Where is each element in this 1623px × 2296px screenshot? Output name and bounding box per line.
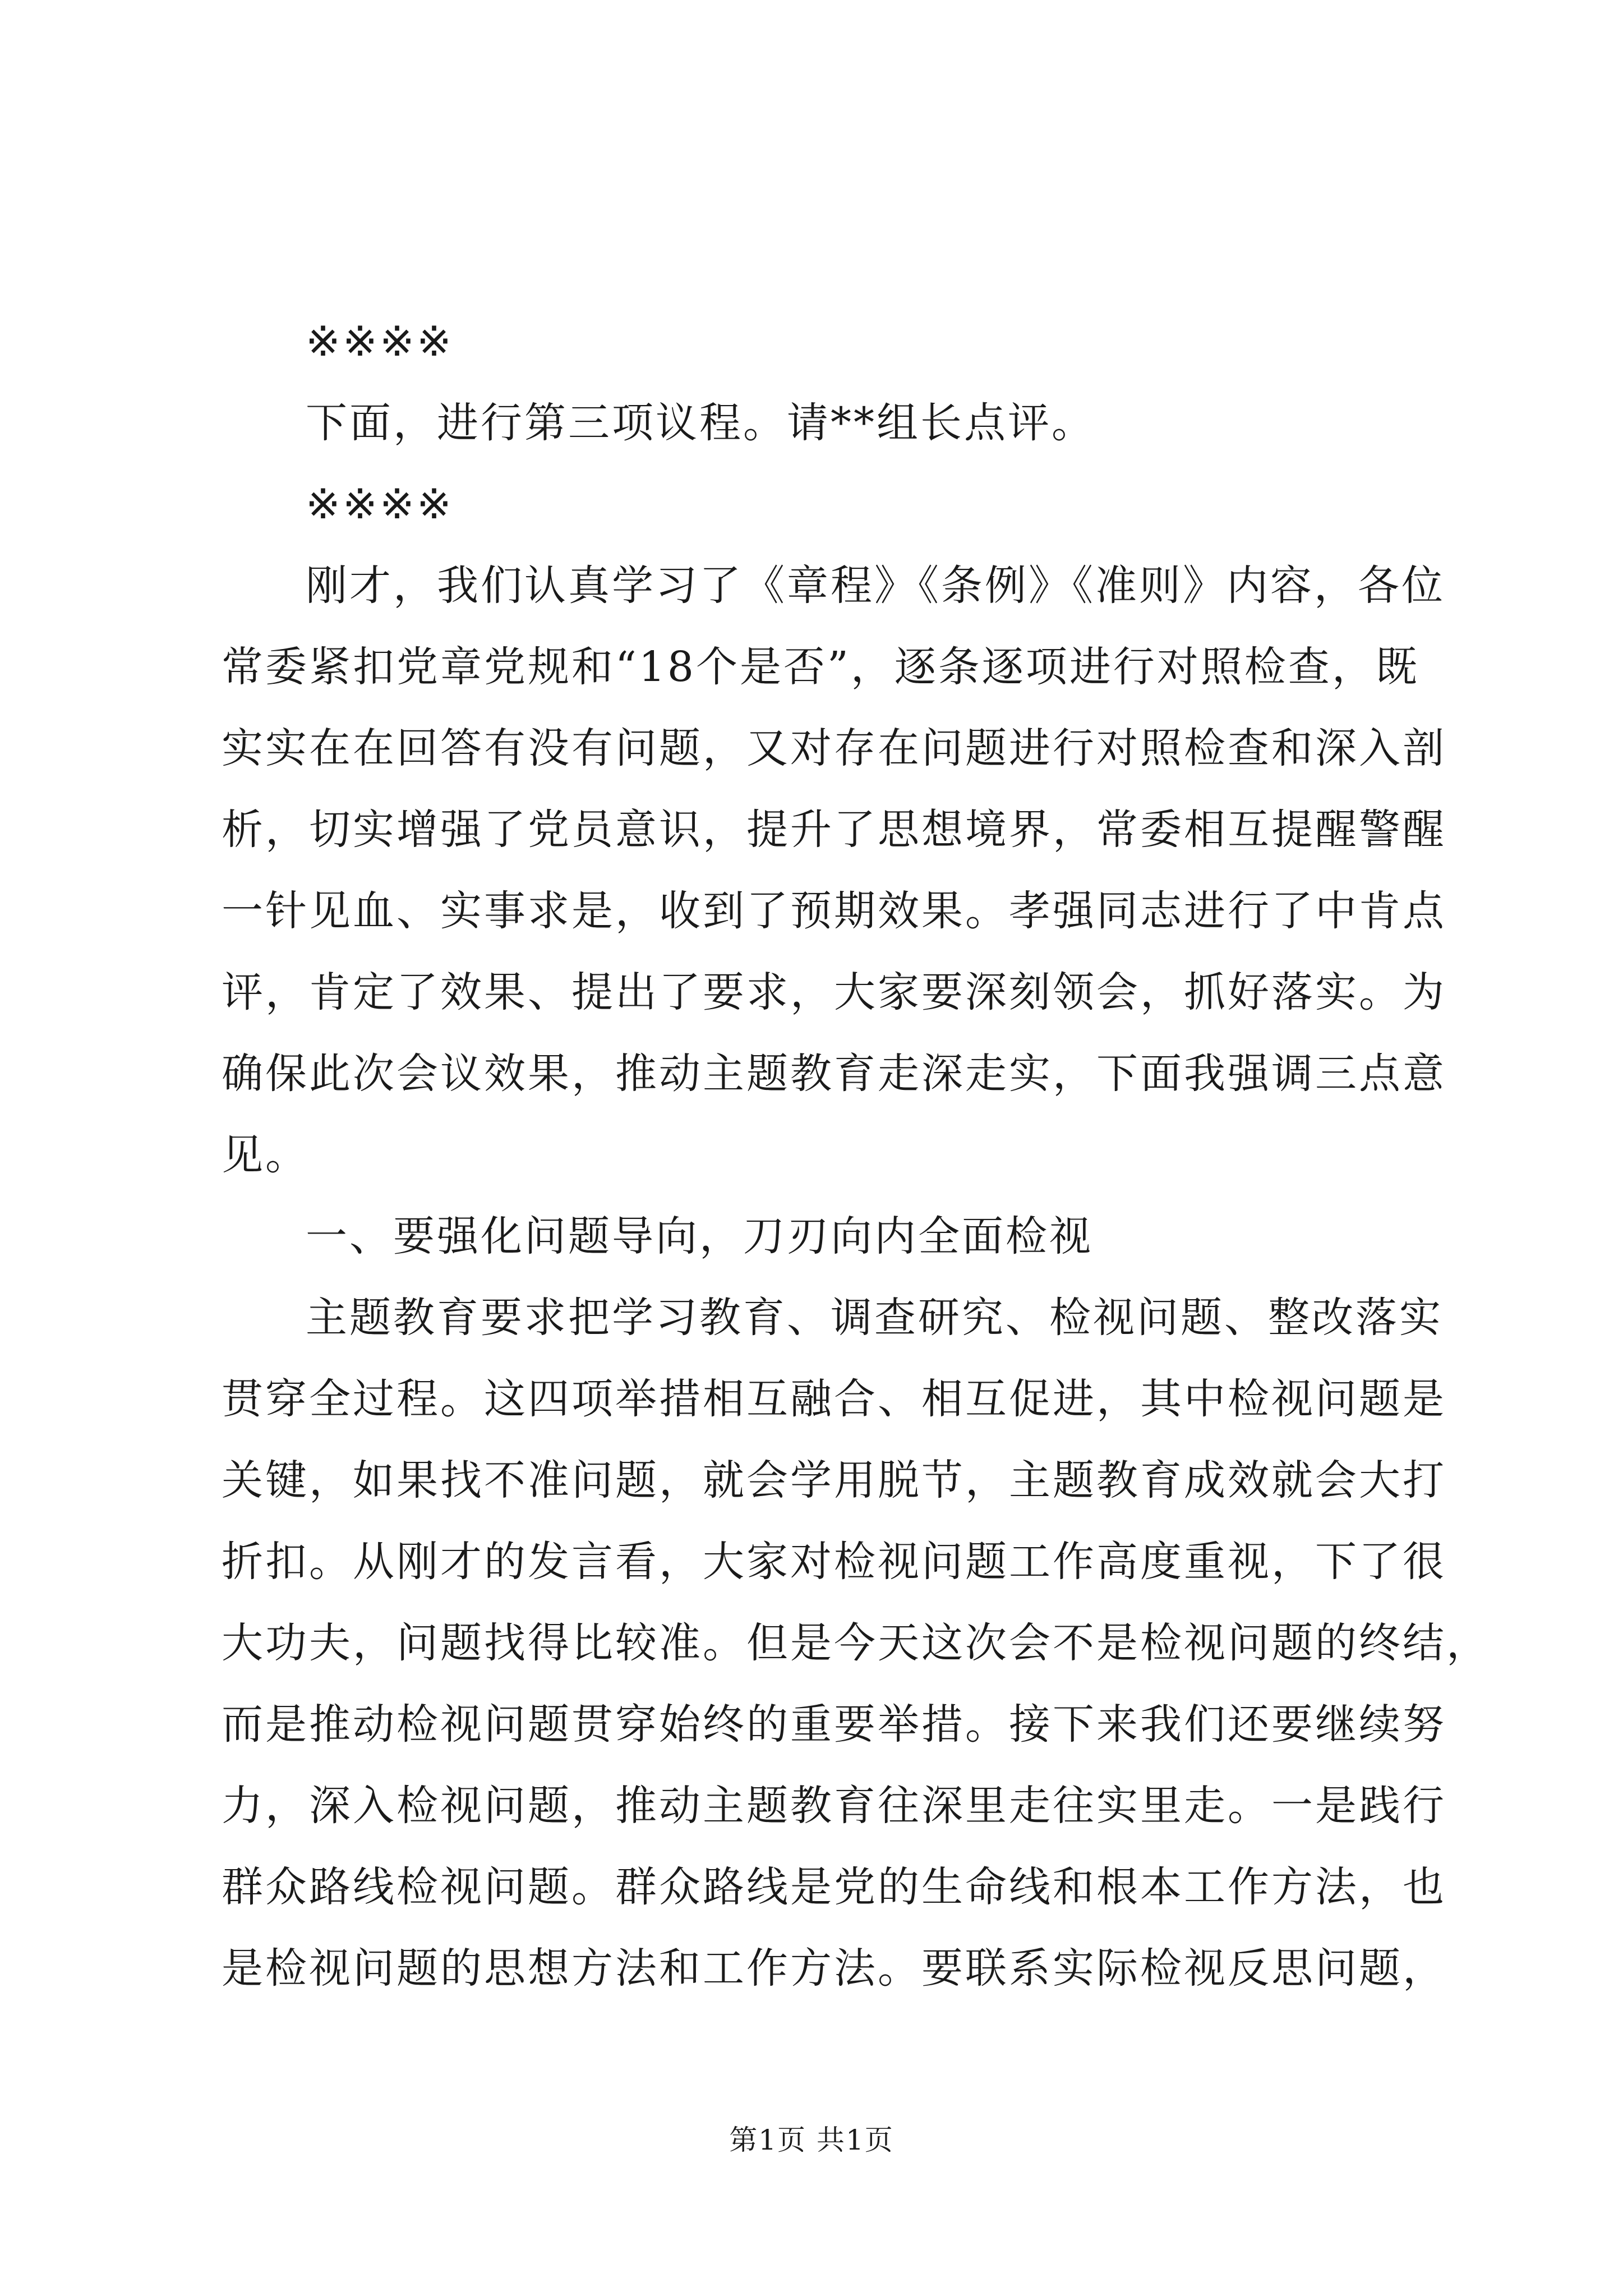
text-line: ※※※※ (306, 480, 454, 528)
text-line: 见。 (222, 1131, 309, 1179)
text-line: 大功夫，问题找得比较准。但是今天这次会不是检视问题的终结， (222, 1619, 1490, 1667)
text-line: 析，切实增强了党员意识，提升了思想境界，常委相互提醒警醒 (222, 806, 1446, 854)
text-line: 一、要强化问题导向，刀刃向内全面检视 (306, 1212, 1093, 1260)
text-line: 确保此次会议效果，推动主题教育走深走实，下面我强调三点意 (222, 1050, 1446, 1098)
page-footer: 第1页 共1页 (729, 2124, 894, 2156)
text-line: 刚才，我们认真学习了《章程》《条例》《准则》内容，各位 (306, 562, 1445, 610)
text-line: 一针见血、实事求是，收到了预期效果。孝强同志进行了中肯点 (222, 887, 1446, 935)
text-line: ※※※※ (306, 318, 454, 366)
text-line: 是检视问题的思想方法和工作方法。要联系实际检视反思问题， (222, 1944, 1446, 1993)
text-line: 实实在在回答有没有问题，又对存在问题进行对照检查和深入剖 (222, 724, 1446, 772)
text-line: 关键，如果找不准问题，就会学用脱节，主题教育成效就会大打 (222, 1456, 1446, 1504)
text-line: 群众路线检视问题。群众路线是党的生命线和根本工作方法，也 (222, 1863, 1446, 1911)
text-line: 贯穿全过程。这四项举措相互融合、相互促进，其中检视问题是 (222, 1375, 1446, 1423)
text-line: 力，深入检视问题，推动主题教育往深里走往实里走。一是践行 (222, 1782, 1446, 1830)
text-line: 而是推动检视问题贯穿始终的重要举措。接下来我们还要继续努 (222, 1700, 1446, 1749)
text-line: 评，肯定了效果、提出了要求，大家要深刻领会，抓好落实。为 (222, 968, 1446, 1016)
text-line: 主题教育要求把学习教育、调查研究、检视问题、整改落实 (306, 1294, 1443, 1342)
text-line: 折扣。从刚才的发言看，大家对检视问题工作高度重视，下了很 (222, 1538, 1446, 1586)
text-line: 下面，进行第三项议程。请**组长点评。 (306, 399, 1095, 447)
text-line: 常委紧扣党章党规和“18个是否”，逐条逐项进行对照检查，既 (222, 643, 1419, 691)
